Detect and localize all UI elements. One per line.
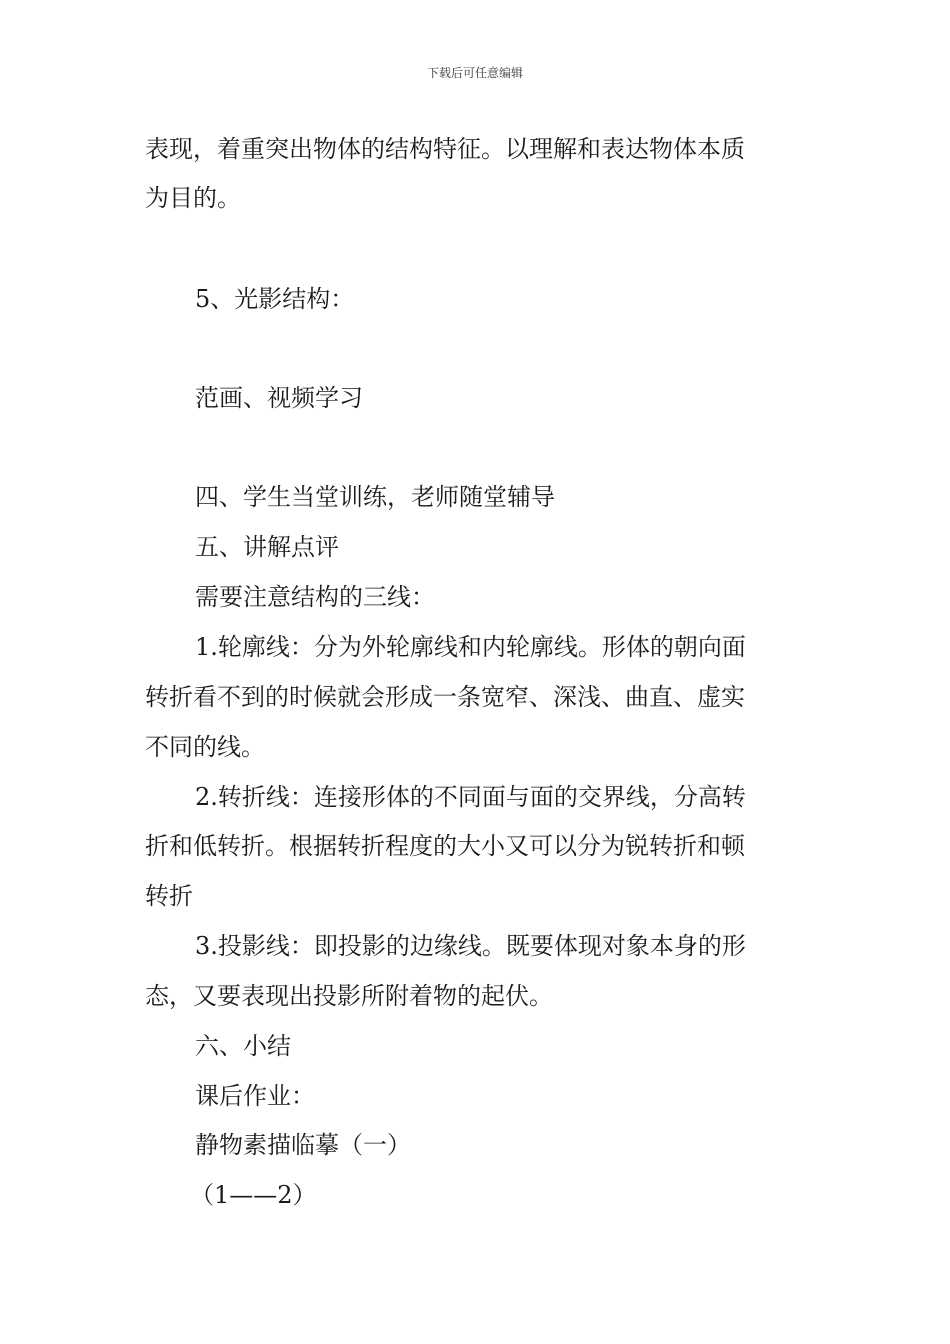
paragraph-line: 需要注意结构的三线： [195, 583, 435, 611]
paragraph-line: 范画、视频学习 [195, 384, 363, 412]
section-heading: 四、学生当堂训练，老师随堂辅导 [195, 483, 555, 511]
list-item-line: 折和低转折。根据转折程度的大小又可以分为锐转折和顿 [145, 832, 745, 860]
paragraph-line: 静物素描临摹（一） [195, 1131, 411, 1159]
list-item-line: 3.投影线：即投影的边缘线。既要体现对象本身的形 [195, 932, 746, 960]
paragraph-line: 为目的。 [145, 184, 241, 212]
list-item-line: 转折 [145, 882, 193, 910]
section-heading: 5、光影结构： [195, 285, 355, 313]
list-item-line: 不同的线。 [145, 733, 265, 761]
page-header: 下载后可任意编辑 [426, 66, 523, 80]
section-heading: 五、讲解点评 [195, 533, 339, 561]
paragraph-line: （1——2） [190, 1181, 317, 1209]
list-item-line: 态，又要表现出投影所附着物的起伏。 [145, 982, 553, 1010]
paragraph-line: 课后作业： [195, 1082, 315, 1110]
paragraph-line: 表现，着重突出物体的结构特征。以理解和表达物体本质 [145, 135, 745, 163]
list-item-line: 1.轮廓线：分为外轮廓线和内轮廓线。形体的朝向面 [195, 633, 746, 661]
list-item-line: 2.转折线：连接形体的不同面与面的交界线，分高转 [195, 783, 746, 811]
list-item-line: 转折看不到的时候就会形成一条宽窄、深浅、曲直、虚实 [145, 683, 745, 711]
section-heading: 六、小结 [195, 1032, 291, 1060]
